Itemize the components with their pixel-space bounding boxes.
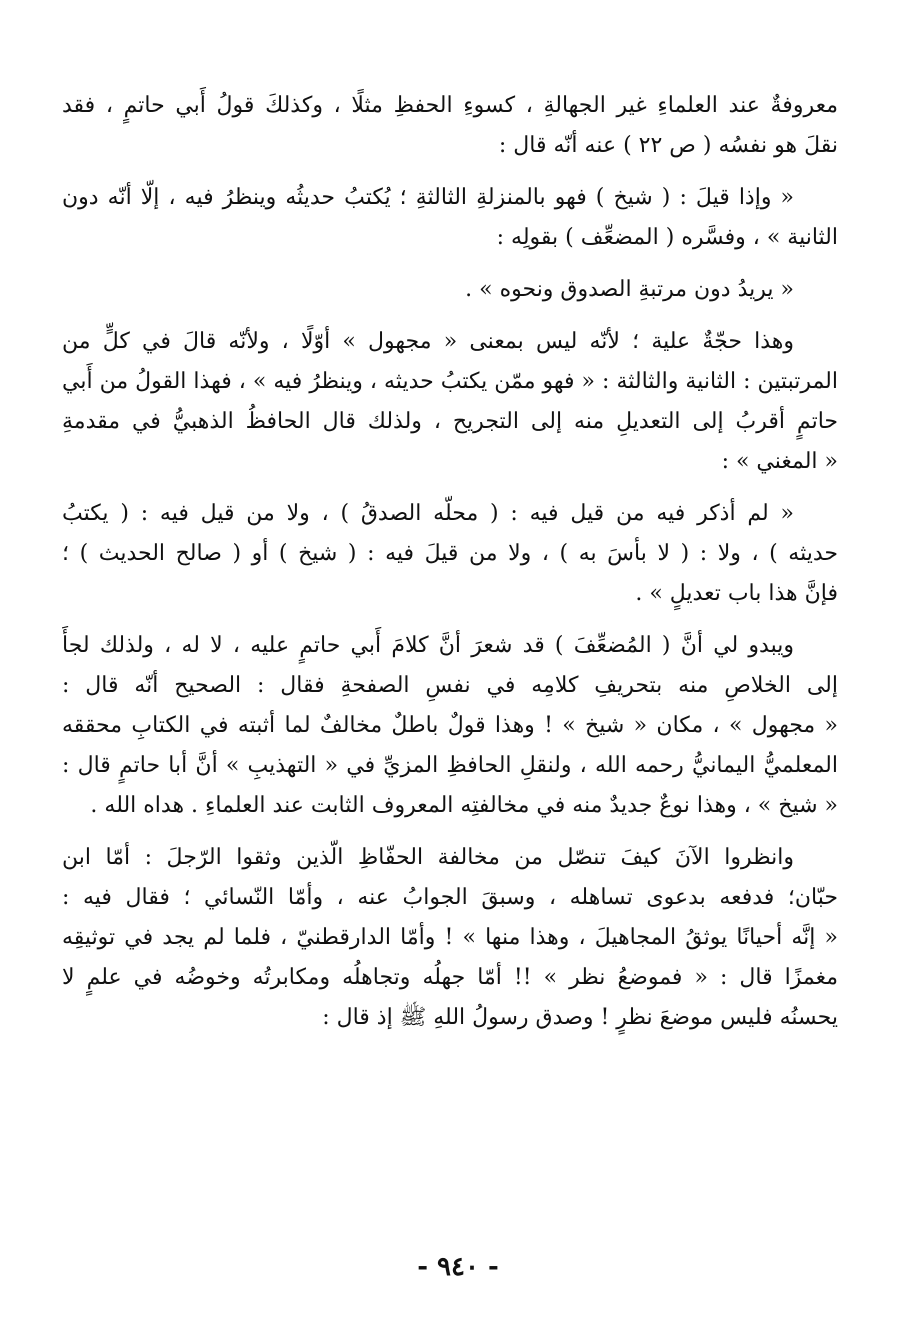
paragraph-gap [62, 166, 838, 178]
text-line: « لم أذكر فيه من قيل فيه : ( محلّه الصدقُ ) ، ولا من قيل فيه : ( يكتبُ [62, 501, 794, 526]
text-line: « المغني » : [721, 449, 838, 474]
text-line: حديثه ) ، ولا : ( لا بأسَ به ) ، ولا من قيلَ فيه : ( شيخ ) أو ( صالح الحديث ) ؛ [62, 541, 838, 566]
text-line: يحسنُه فليس موضعَ نظرٍ ! وصدق رسولُ اللهِ ﷺ إذ قال : [322, 1005, 838, 1030]
paragraph-7 [62, 838, 838, 1038]
paragraph-5 [62, 494, 838, 614]
text-line: « وإذا قيلَ : ( شيخ ) فهو بالمنزلةِ الثالثةِ ؛ يُكتبُ حديثُه وينظرُ فيه ، إلّا أنّه دون [62, 185, 794, 210]
text-line: حبّان؛ فدفعه بدعوى تساهله ، وسبقَ الجوابُ عنه ، وأمّا النّسائي ؛ فقال فيه : [62, 885, 838, 910]
paragraph-6 [62, 626, 838, 826]
paragraph-2 [62, 178, 838, 258]
text-line: الثانية » ، وفسَّره ( المضعِّف ) بقولِه : [496, 225, 838, 250]
paragraph-gap [62, 614, 838, 626]
text-line: معروفةٌ عند العلماءِ غير الجهالةِ ، كسوءِ الحفظِ مثلًا ، وكذلكَ قولُ أَبي حاتمٍ ، فقد [62, 93, 838, 118]
paragraph-1 [62, 86, 838, 166]
text-line: المرتبتين : الثانية والثالثة : « فهو ممّن يكتبُ حديثه ، وينظرُ فيه » ، فهذا القولُ من أَبي [62, 369, 838, 394]
text-line: إلى الخلاصِ منه بتحريفِ كلامِه في نفسِ الصفحةِ فقال : الصحيح أنّه قال : [62, 673, 838, 698]
text-line: المعلميُّ اليمانيُّ رحمه الله ، ولنقلِ الحافظِ المزيِّ في « التهذيبِ » أنَّ أبا حاتمٍ قال : [62, 753, 838, 778]
paragraph-gap [62, 826, 838, 838]
text-line: نقلَ هو نفسُه ( ص ٢٢ ) عنه أنّه قال : [498, 133, 838, 158]
text-line: ويبدو لي أنَّ ( المُضعِّفَ ) قد شعرَ أنَّ كلامَ أَبي حاتمٍ عليه ، لا له ، ولذلك لجأَ [62, 633, 794, 658]
text-line: وهذا حجّةٌ علية ؛ لأنّه ليس بمعنى « مجهول » أوّلًا ، ولأنّه قالَ في كلٍّ من [62, 329, 794, 354]
text-line: مغمزًا قال : « فموضعُ نظر » !! أمّا جهلُه وتجاهلُه ومكابرتُه وخوضُه في علمٍ لا [62, 965, 838, 990]
text-line: « مجهول » ، مكان « شيخ » ! وهذا قولٌ باطلٌ مخالفٌ لما أثبته في الكتابِ محققه [62, 713, 838, 738]
paragraph-gap [62, 258, 838, 270]
paragraph-gap [62, 482, 838, 494]
text-line: فإنَّ هذا باب تعديلٍ » . [635, 581, 838, 606]
paragraph-gap [62, 310, 838, 322]
page-number: - ٩٤٠ - [417, 1252, 499, 1282]
text-line: « إنَّه أحيانًا يوثقُ المجاهيلَ ، وهذا منها » ! وأمّا الدارقطنيّ ، فلما لم يجد في توثيقِه [62, 925, 838, 950]
page-body [62, 86, 838, 1038]
text-line: حاتمٍ أقربُ إلى التعديلِ منه إلى التجريح ، ولذلك قال الحافظُ الذهبيُّ في مقدمةِ [62, 409, 838, 434]
paragraph-3 [62, 270, 838, 310]
text-line: وانظروا الآنَ كيفَ تنصّل من مخالفة الحفّاظِ الّذين وثقوا الرّجلَ : أمّا ابن [62, 845, 794, 870]
text-line: « يريدُ دون مرتبةِ الصدوق ونحوه » . [465, 277, 794, 302]
text-line: « شيخ » ، وهذا نوعٌ جديدٌ منه في مخالفتِه المعروف الثابت عند العلماءِ . هداه الله . [90, 793, 838, 818]
paragraph-4 [62, 322, 838, 482]
